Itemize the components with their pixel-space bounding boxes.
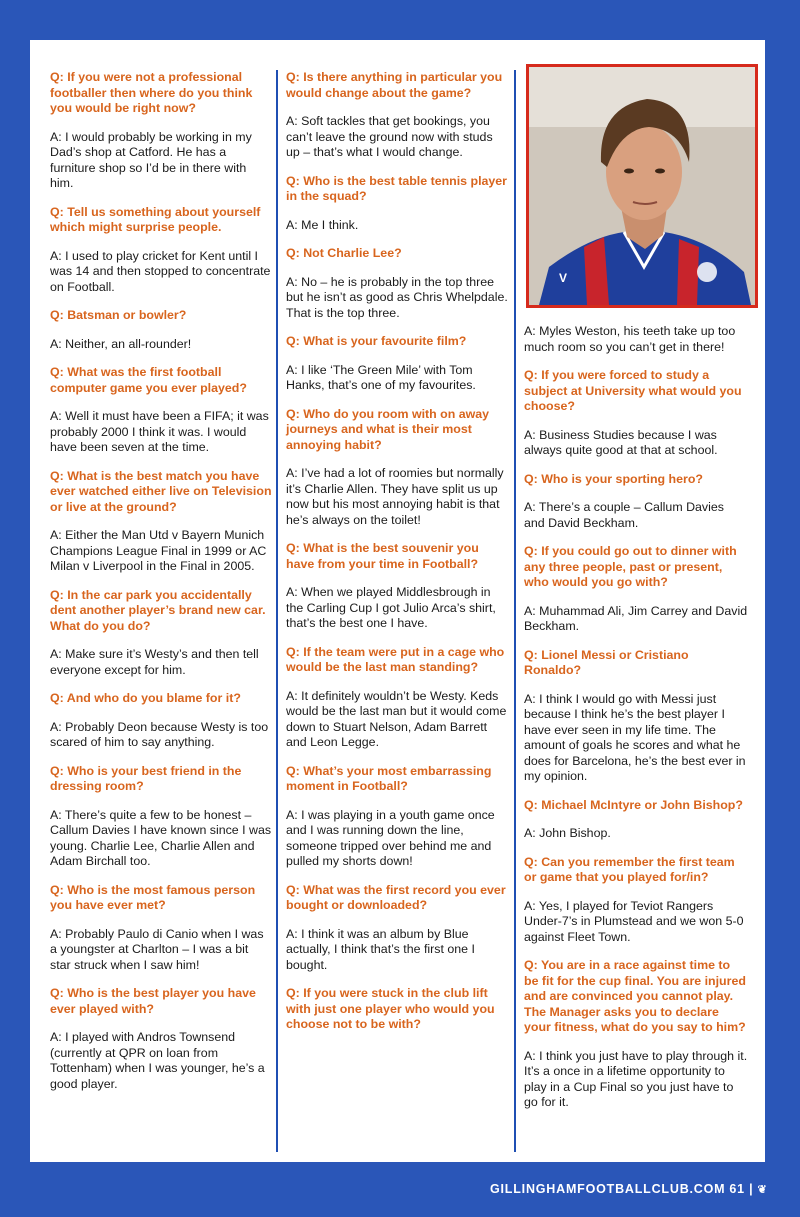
answer-text: A: Me I think. [286,217,359,232]
column-3 [524,324,748,1124]
question-text: Q: Michael McIntyre or John Bishop? [524,797,743,812]
qa-item [50,365,272,456]
question-text: Q: Who is your sporting hero? [524,471,703,486]
answer-text: A: Myles Weston, his teeth take up too much room so you can’t get in there! [524,324,736,354]
player-photo [526,64,758,308]
answer-text: A: John Bishop. [524,826,611,840]
column-1 [50,70,272,1105]
question-text: Q: Tell us something about yourself which might surprise people. [50,204,261,234]
question-text: Q: What is the best souvenir you have from your time in Football? [286,541,479,571]
question-text: Q: Not Charlie Lee? [286,246,402,260]
question-text: Q: You are in a race against time to be fit for the cup final. You are injured and are convinced you cannot play. The Manager asks you to declare your fitness, what do you say to him? [524,958,746,1034]
answer-text: A: There’s quite a few to be honest – Callum Davies I have known since I was young. Charlie Lee, Charlie Allen and Adam Birchall too. [50,807,272,868]
answer-text: A: When we played Middlesbrough in the Carling Cup I got Julio Arca’s shirt, that’s the best one I have. [286,585,496,630]
qa-item [524,798,748,842]
qa-item [286,407,508,529]
qa-item [286,986,508,1033]
qa-item [50,588,272,679]
question-text: Q: What was the first record you ever bought or downloaded? [286,882,506,912]
question-text: Q: If you were stuck in the club lift with just one player who would you choose not to be with? [286,986,495,1031]
answer-text: A: Muhammad Ali, Jim Carrey and David Beckham. [524,603,748,633]
answer-text: A: Business Studies because I was always quite good at that at school. [524,427,718,457]
qa-item [524,368,748,459]
question-text: Q: Can you remember the first team or game that you played for/in? [524,854,735,884]
answer-text: A: No – he is probably in the top three but he isn’t as good as Chris Whelpdale. That is the top three. [286,274,508,320]
question-text: Q: Lionel Messi or Cristiano Ronaldo? [524,647,689,677]
answer-text: A: I think it was an album by Blue actually, I think that’s the first one I bought. [286,926,475,972]
qa-item [286,764,508,870]
svg-text:V: V [559,271,568,285]
answer-text: A: Soft tackles that get bookings, you can’t leave the ground now with studs up – that’s what I would change. [286,114,493,159]
qa-item [286,541,508,632]
question-text: Q: Who is the best table tennis player in the squad? [286,173,508,203]
column-divider [276,70,278,1152]
qa-item [524,958,748,1111]
qa-item [524,544,748,635]
page-number: 61 | [729,1182,754,1196]
qa-item [50,691,272,751]
page-footer [490,1182,767,1196]
answer-text: A: Neither, an all-rounder! [50,336,192,351]
question-text: Q: And who do you blame for it? [50,691,241,705]
answer-text: A: Probably Paulo di Canio when I was a youngster at Charlton – I was a bit star struck when I saw him! [50,926,264,972]
answer-text: A: I was playing in a youth game once and I was running down the line, someone tripped over behind me and pulled my shorts down! [286,807,495,868]
answer-text: A: Probably Deon because Westy is too scared of him to say anything. [50,719,269,749]
question-text: Q: If the team were put in a cage who would be the last man standing? [286,644,505,674]
question-text: Q: Who is the most famous person you have ever met? [50,882,256,912]
answer-text: A: Yes, I played for Teviot Rangers Under-7’s in Plumstead and we won 5-0 against Fleet Town. [524,898,744,944]
qa-item [286,246,508,321]
qa-item [50,764,272,870]
question-text: Q: Who do you room with on away journeys and what is their most annoying habit? [286,406,490,452]
answer-text: A: I would probably be working in my Dad’s shop at Catford. He has a furniture shop so I’d be in there with him. [50,129,252,190]
answer-text: A: Make sure it’s Westy’s and then tell everyone except for him. [50,647,259,677]
question-text: Q: What is your favourite film? [286,334,467,348]
question-text: Q: Who is the best player you have ever played with? [50,986,256,1016]
qa-item [286,883,508,974]
qa-item [50,205,272,296]
answer-text: A: Well it must have been a FIFA; it was probably 2000 I think it was. I would have been seven at the time. [50,409,269,454]
qa-item [524,648,748,785]
answer-text: A: I used to play cricket for Kent until I was 14 and then stopped to concentrate on Football. [50,248,271,294]
qa-item [524,472,748,532]
answer-text: A: There’s a couple – Callum Davies and David Beckham. [524,500,724,530]
column-2 [286,70,508,1046]
question-text: Q: Who is your best friend in the dressing room? [50,763,242,793]
qa-item [50,883,272,974]
answer-text: A: I like ‘The Green Mile’ with Tom Hanks, that’s one of my favourites. [286,362,476,392]
question-text: Q: If you were forced to study a subject at University what would you choose? [524,368,742,413]
club-crest-icon: ❦ [757,1184,768,1196]
answer-text: A: I think I would go with Messi just because I think he’s the best player I have ever seen in my life time. The amount of goals he scores and what he does for Barcelona, he’s the best ever in my opinion. [524,691,746,783]
answer-text: A: I played with Andros Townsend (currently at QPR on loan from Tottenham) when I was younger, he’s a good player. [50,1030,265,1091]
answer-text: A: I think you just have to play through it. It’s a once in a lifetime opportunity to play in a Cup Final so you just have to go for it. [524,1048,748,1109]
qa-item [50,308,272,352]
qa-item [50,469,272,575]
answer-text: A: It definitely wouldn’t be Westy. Keds would be the last man but it would come down to Stuart Nelson, Adam Barrett and Leon Legge. [286,688,507,749]
qa-item [286,334,508,394]
answer-text: A: I’ve had a lot of roomies but normally it’s Charlie Allen. They have split us up now but his most annoying habit is that he’s always on the toilet! [286,466,504,527]
answer-text: A: Either the Man Utd v Bayern Munich Champions League Final in 1999 or AC Milan v Liverpool in the Final in 2005. [50,528,267,573]
question-text: Q: What’s your most embarrassing moment in Football? [286,763,492,793]
question-text: Q: In the car park you accidentally dent another player’s brand new car. What do you do? [50,587,266,633]
qa-item [50,70,272,192]
column-divider [514,70,516,1152]
magazine-page [30,40,765,1162]
website-url: GILLINGHAMFOOTBALLCLUB.COM [490,1182,726,1196]
question-text: Q: Is there anything in particular you would change about the game? [286,70,503,100]
qa-item [286,645,508,751]
question-text: Q: What was the first football computer game you ever played? [50,365,247,395]
question-text: Q: If you were not a professional footballer then where do you think you would be right now? [50,70,253,115]
question-text: Q: What is the best match you have ever watched either live on Television or live at the ground? [50,468,272,514]
question-text: Q: If you could go out to dinner with any three people, past or present, who would you go with? [524,544,737,589]
qa-item [286,174,508,234]
question-text: Q: Batsman or bowler? [50,308,187,322]
qa-item [50,986,272,1092]
qa-item [286,70,508,161]
qa-item [524,855,748,946]
